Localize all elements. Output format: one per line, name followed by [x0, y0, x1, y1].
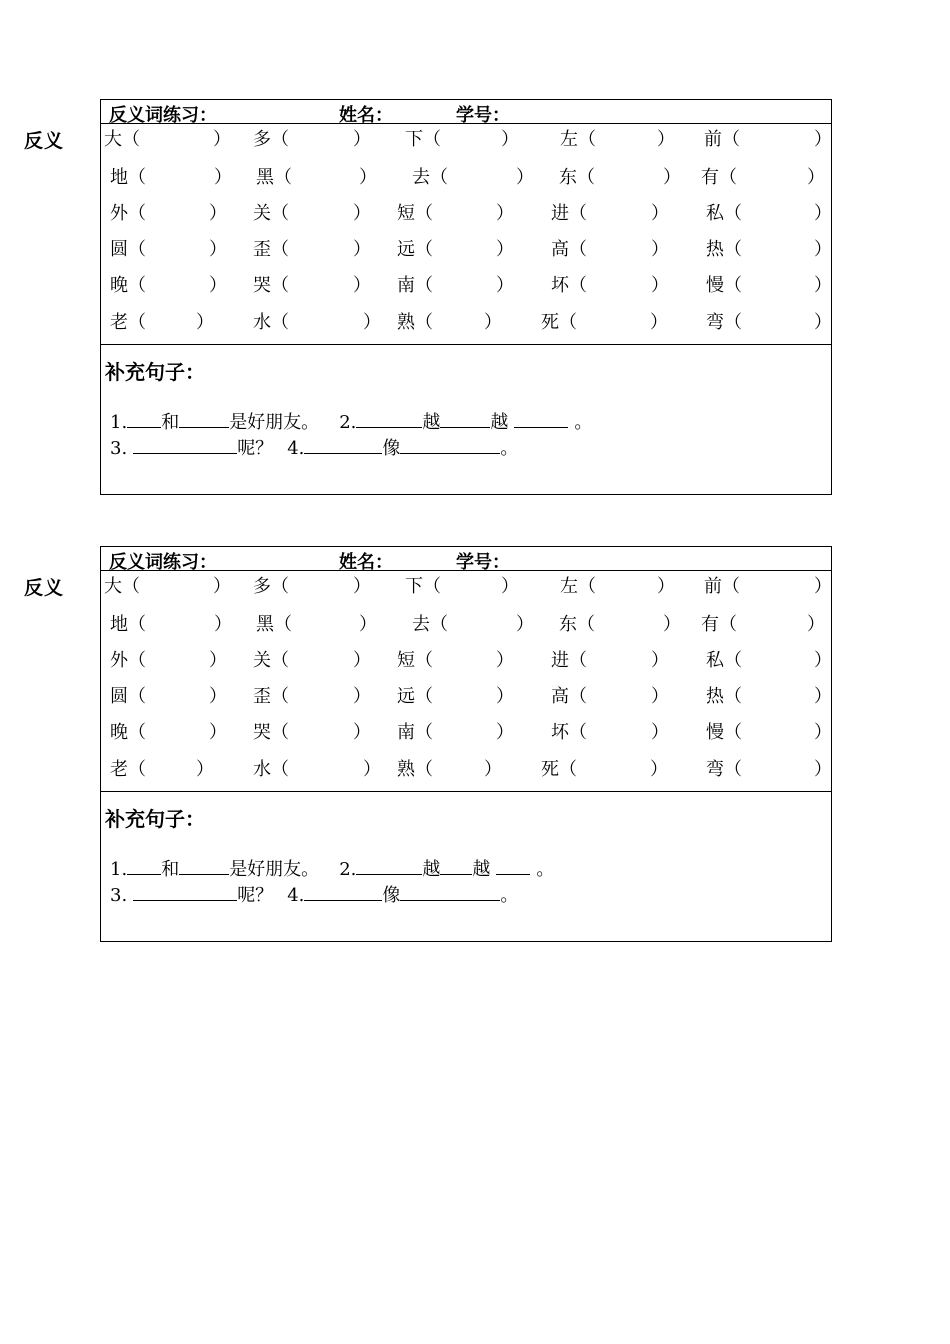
- section-title: 补充句子：: [105, 807, 205, 831]
- answer-blank[interactable]: [440, 411, 490, 428]
- antonym-prompt: 关（: [253, 650, 289, 671]
- antonym-prompt: 晚（: [110, 722, 146, 743]
- antonym-prompt: 坏（: [551, 275, 587, 296]
- close-paren: ）: [213, 576, 231, 597]
- sentence-line-1: [110, 855, 554, 881]
- antonym-prompt: 短（: [397, 650, 433, 671]
- antonym-prompt: 关（: [253, 203, 289, 224]
- antonym-prompt: 大（: [104, 576, 140, 597]
- antonym-prompt: 外（: [110, 650, 146, 671]
- close-paren: ）: [363, 312, 381, 333]
- antonym-prompt: 南（: [397, 722, 433, 743]
- answer-blank[interactable]: [400, 437, 500, 454]
- close-paren: ）: [501, 576, 519, 597]
- sentence-text: 像: [382, 438, 401, 459]
- close-paren: ）: [353, 722, 371, 743]
- close-paren: ）: [353, 275, 371, 296]
- sentence-line-2: [110, 881, 518, 907]
- antonym-prompt: 前（: [704, 576, 740, 597]
- antonym-prompt: 老（: [110, 759, 146, 780]
- close-paren: ）: [484, 759, 502, 780]
- close-paren: ）: [650, 759, 668, 780]
- worksheet-1: [100, 99, 832, 495]
- sentence-text: 。: [500, 885, 519, 906]
- close-paren: ）: [807, 167, 825, 188]
- sentence-text: 越: [422, 859, 441, 880]
- id-label: 学号：: [456, 105, 510, 126]
- sentence-text: 越: [472, 859, 491, 880]
- antonym-prompt: 多（: [253, 129, 289, 150]
- close-paren: ）: [651, 275, 669, 296]
- sentence-text: 越: [422, 412, 441, 433]
- sentence-number: 4.: [287, 885, 305, 906]
- close-paren: ）: [353, 129, 371, 150]
- close-paren: ）: [496, 275, 514, 296]
- close-paren: ）: [363, 759, 381, 780]
- answer-blank[interactable]: [179, 858, 229, 875]
- answer-blank[interactable]: [127, 411, 161, 428]
- sentence-text: 。: [574, 412, 593, 433]
- sentence-line-2: [110, 434, 518, 460]
- close-paren: ）: [196, 759, 214, 780]
- sentence-text: 是好朋友。: [229, 412, 320, 433]
- sentence-text: 是好朋友。: [229, 859, 320, 880]
- worksheet-header: [101, 100, 831, 124]
- worksheet-2: [100, 546, 832, 942]
- close-paren: ）: [814, 722, 832, 743]
- close-paren: ）: [814, 650, 832, 671]
- name-label: 姓名：: [339, 105, 393, 126]
- sentence-number: 3.: [110, 438, 128, 459]
- sentence-number: 4.: [287, 438, 305, 459]
- close-paren: ）: [516, 167, 534, 188]
- antonym-prompt: 左（: [560, 129, 596, 150]
- close-paren: ）: [496, 203, 514, 224]
- sentence-text: 。: [500, 438, 519, 459]
- answer-blank[interactable]: [133, 437, 237, 454]
- sentence-number: 3.: [110, 885, 128, 906]
- answer-blank[interactable]: [179, 411, 229, 428]
- antonym-prompt: 水（: [253, 312, 289, 333]
- antonym-prompt: 私（: [706, 650, 742, 671]
- antonym-prompt: 去（: [412, 167, 448, 188]
- answer-blank[interactable]: [440, 858, 472, 875]
- close-paren: ）: [663, 614, 681, 635]
- antonym-prompt: 死（: [541, 759, 577, 780]
- close-paren: ）: [214, 614, 232, 635]
- answer-blank[interactable]: [514, 411, 568, 428]
- antonym-prompt: 进（: [551, 650, 587, 671]
- antonym-prompt: 进（: [551, 203, 587, 224]
- close-paren: ）: [814, 312, 832, 333]
- close-paren: ）: [214, 167, 232, 188]
- antonym-prompt: 东（: [559, 614, 595, 635]
- antonym-prompt: 去（: [412, 614, 448, 635]
- close-paren: ）: [651, 722, 669, 743]
- close-paren: ）: [651, 239, 669, 260]
- answer-blank[interactable]: [496, 858, 530, 875]
- close-paren: ）: [209, 722, 227, 743]
- close-paren: ）: [209, 650, 227, 671]
- antonym-prompt: 热（: [706, 239, 742, 260]
- antonym-prompt: 东（: [559, 167, 595, 188]
- close-paren: ）: [807, 614, 825, 635]
- close-paren: ）: [814, 686, 832, 707]
- antonym-prompt: 远（: [397, 686, 433, 707]
- section-title: 补充句子：: [105, 360, 205, 384]
- close-paren: ）: [353, 239, 371, 260]
- antonym-prompt: 高（: [551, 239, 587, 260]
- sentence-text: 和: [161, 412, 180, 433]
- close-paren: ）: [501, 129, 519, 150]
- antonym-prompt: 哭（: [253, 722, 289, 743]
- sentence-number: 1.: [110, 412, 128, 433]
- close-paren: ）: [814, 203, 832, 224]
- sentence-text: 像: [382, 885, 401, 906]
- antonym-prompt: 熟（: [397, 759, 433, 780]
- antonym-prompt: 下（: [405, 129, 441, 150]
- sentence-number: 2.: [339, 412, 357, 433]
- close-paren: ）: [496, 650, 514, 671]
- close-paren: ）: [663, 167, 681, 188]
- worksheet-title: 反义词练习：: [109, 105, 217, 126]
- close-paren: ）: [484, 312, 502, 333]
- close-paren: ）: [209, 686, 227, 707]
- worksheet-header: [101, 547, 831, 571]
- close-paren: ）: [496, 686, 514, 707]
- close-paren: ）: [814, 576, 832, 597]
- close-paren: ）: [651, 203, 669, 224]
- close-paren: ）: [353, 686, 371, 707]
- sentence-number: 2.: [339, 859, 357, 880]
- close-paren: ）: [657, 129, 675, 150]
- antonym-prompt: 热（: [706, 686, 742, 707]
- antonym-prompt: 外（: [110, 203, 146, 224]
- close-paren: ）: [651, 686, 669, 707]
- close-paren: ）: [814, 759, 832, 780]
- close-paren: ）: [814, 239, 832, 260]
- sentence-text: 呢？: [237, 438, 274, 459]
- antonym-prompt: 慢（: [706, 722, 742, 743]
- sentence-text: 和: [161, 859, 180, 880]
- antonym-prompt: 远（: [397, 239, 433, 260]
- antonym-prompt: 南（: [397, 275, 433, 296]
- antonym-prompt: 熟（: [397, 312, 433, 333]
- sentence-number: 1.: [110, 859, 128, 880]
- antonym-prompt: 死（: [541, 312, 577, 333]
- answer-blank[interactable]: [304, 884, 382, 901]
- antonym-prompt: 高（: [551, 686, 587, 707]
- close-paren: ）: [353, 576, 371, 597]
- antonym-prompt: 黑（: [256, 167, 292, 188]
- answer-blank[interactable]: [400, 884, 500, 901]
- close-paren: ）: [359, 614, 377, 635]
- close-paren: ）: [516, 614, 534, 635]
- close-paren: ）: [209, 275, 227, 296]
- close-paren: ）: [196, 312, 214, 333]
- worksheet-title: 反义词练习：: [109, 552, 217, 573]
- side-label-2: 反义: [24, 577, 65, 599]
- close-paren: ）: [353, 650, 371, 671]
- answer-blank[interactable]: [304, 437, 382, 454]
- close-paren: ）: [496, 239, 514, 260]
- antonym-prompt: 晚（: [110, 275, 146, 296]
- id-label: 学号：: [456, 552, 510, 573]
- antonym-prompt: 左（: [560, 576, 596, 597]
- close-paren: ）: [359, 167, 377, 188]
- antonym-prompt: 哭（: [253, 275, 289, 296]
- antonym-prompt: 有（: [701, 614, 737, 635]
- answer-blank[interactable]: [356, 858, 422, 875]
- answer-blank[interactable]: [133, 884, 237, 901]
- answer-blank[interactable]: [127, 858, 161, 875]
- close-paren: ）: [496, 722, 514, 743]
- close-paren: ）: [353, 203, 371, 224]
- close-paren: ）: [213, 129, 231, 150]
- antonym-grid: [101, 124, 831, 345]
- antonym-prompt: 歪（: [253, 239, 289, 260]
- close-paren: ）: [650, 312, 668, 333]
- antonym-prompt: 圆（: [110, 686, 146, 707]
- antonym-prompt: 有（: [701, 167, 737, 188]
- name-label: 姓名：: [339, 552, 393, 573]
- antonym-prompt: 歪（: [253, 686, 289, 707]
- antonym-grid: [101, 571, 831, 792]
- antonym-prompt: 短（: [397, 203, 433, 224]
- close-paren: ）: [657, 576, 675, 597]
- antonym-prompt: 前（: [704, 129, 740, 150]
- antonym-prompt: 弯（: [706, 759, 742, 780]
- close-paren: ）: [814, 129, 832, 150]
- antonym-prompt: 弯（: [706, 312, 742, 333]
- antonym-prompt: 大（: [104, 129, 140, 150]
- antonym-prompt: 圆（: [110, 239, 146, 260]
- antonym-prompt: 坏（: [551, 722, 587, 743]
- antonym-prompt: 黑（: [256, 614, 292, 635]
- antonym-prompt: 多（: [253, 576, 289, 597]
- antonym-prompt: 水（: [253, 759, 289, 780]
- close-paren: ）: [814, 275, 832, 296]
- side-label-1: 反义: [24, 130, 65, 152]
- answer-blank[interactable]: [356, 411, 422, 428]
- sentence-text: 。: [536, 859, 555, 880]
- close-paren: ）: [209, 203, 227, 224]
- sentence-text: 越: [490, 412, 509, 433]
- close-paren: ）: [209, 239, 227, 260]
- sentence-line-1: [110, 408, 592, 434]
- antonym-prompt: 地（: [110, 614, 146, 635]
- sentence-text: 呢？: [237, 885, 274, 906]
- close-paren: ）: [651, 650, 669, 671]
- antonym-prompt: 地（: [110, 167, 146, 188]
- antonym-prompt: 下（: [405, 576, 441, 597]
- antonym-prompt: 私（: [706, 203, 742, 224]
- antonym-prompt: 老（: [110, 312, 146, 333]
- antonym-prompt: 慢（: [706, 275, 742, 296]
